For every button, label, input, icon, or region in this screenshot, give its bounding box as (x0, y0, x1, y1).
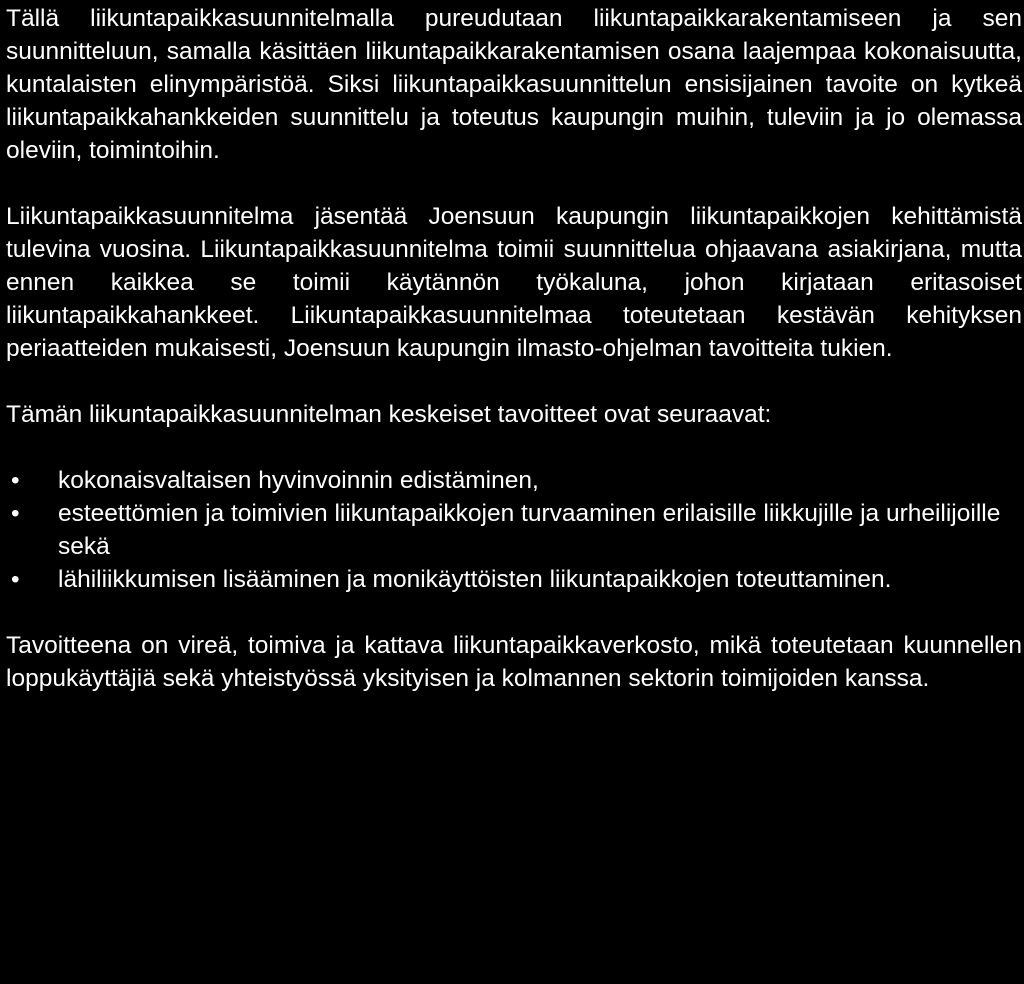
paragraph-closing: Tavoitteena on vireä, toimiva ja kattava liikuntapaikkaverkosto, mikä toteutetaan kuunnellen loppukäyttäjiä sekä yhteistyössä yksityisen ja kolmannen sektorin toimijoiden kanssa. (6, 632, 1022, 692)
list-item (6, 464, 1022, 497)
list-item (6, 563, 1022, 596)
paragraph-plan-description: Liikuntapaikkasuunnitelma jäsentää Joensuun kaupungin liikuntapaikkojen kehittämistä tulevina vuosina. Liikuntapaikkasuunnitelma toimii suunnittelua ohjaavana asiakirjana, mutta ennen kaikkea se toimii käytännön työkaluna, johon kirjataan eritasoiset liikuntapaikkahankkeet. Liikuntapaikkasuunnitelmaa toteutetaan kestävän kehityksen periaatteiden mukaisesti, Joensuun kaupungin ilmasto-ohjelman tavoitteita tukien. (6, 203, 1022, 362)
document-page (6, 2, 1022, 728)
goals-intro: Tämän liikuntapaikkasuunnitelman keskeiset tavoitteet ovat seuraavat: (6, 401, 772, 428)
bullet-icon: • (11, 467, 20, 494)
goals-list (6, 464, 1022, 596)
paragraph-intro: Tällä liikuntapaikkasuunnitelmalla pureudutaan liikuntapaikkarakentamiseen ja sen suunnitteluun, samalla käsittäen liikuntapaikkarakentamisen osana laajempaa kokonaisuutta, kuntalaisten elinympäristöä. Siksi liikuntapaikkasuunnittelun ensisijainen tavoite on kytkeä liikuntapaikkahankkeiden suunnittelu ja toteutus kaupungin muihin, tuleviin ja jo olemassa oleviin, toimintoihin. (6, 5, 1022, 164)
bullet-icon: • (11, 500, 20, 527)
list-item (6, 497, 1022, 563)
bullet-icon: • (11, 566, 20, 593)
goal-text: esteettömien ja toimivien liikuntapaikkojen turvaaminen erilaisille liikkujille ja urheilijoille sekä (58, 500, 1001, 560)
goal-text: kokonaisvaltaisen hyvinvoinnin edistäminen, (58, 467, 539, 494)
goal-text: lähiliikkumisen lisääminen ja monikäyttöisten liikuntapaikkojen toteuttaminen. (58, 566, 892, 593)
